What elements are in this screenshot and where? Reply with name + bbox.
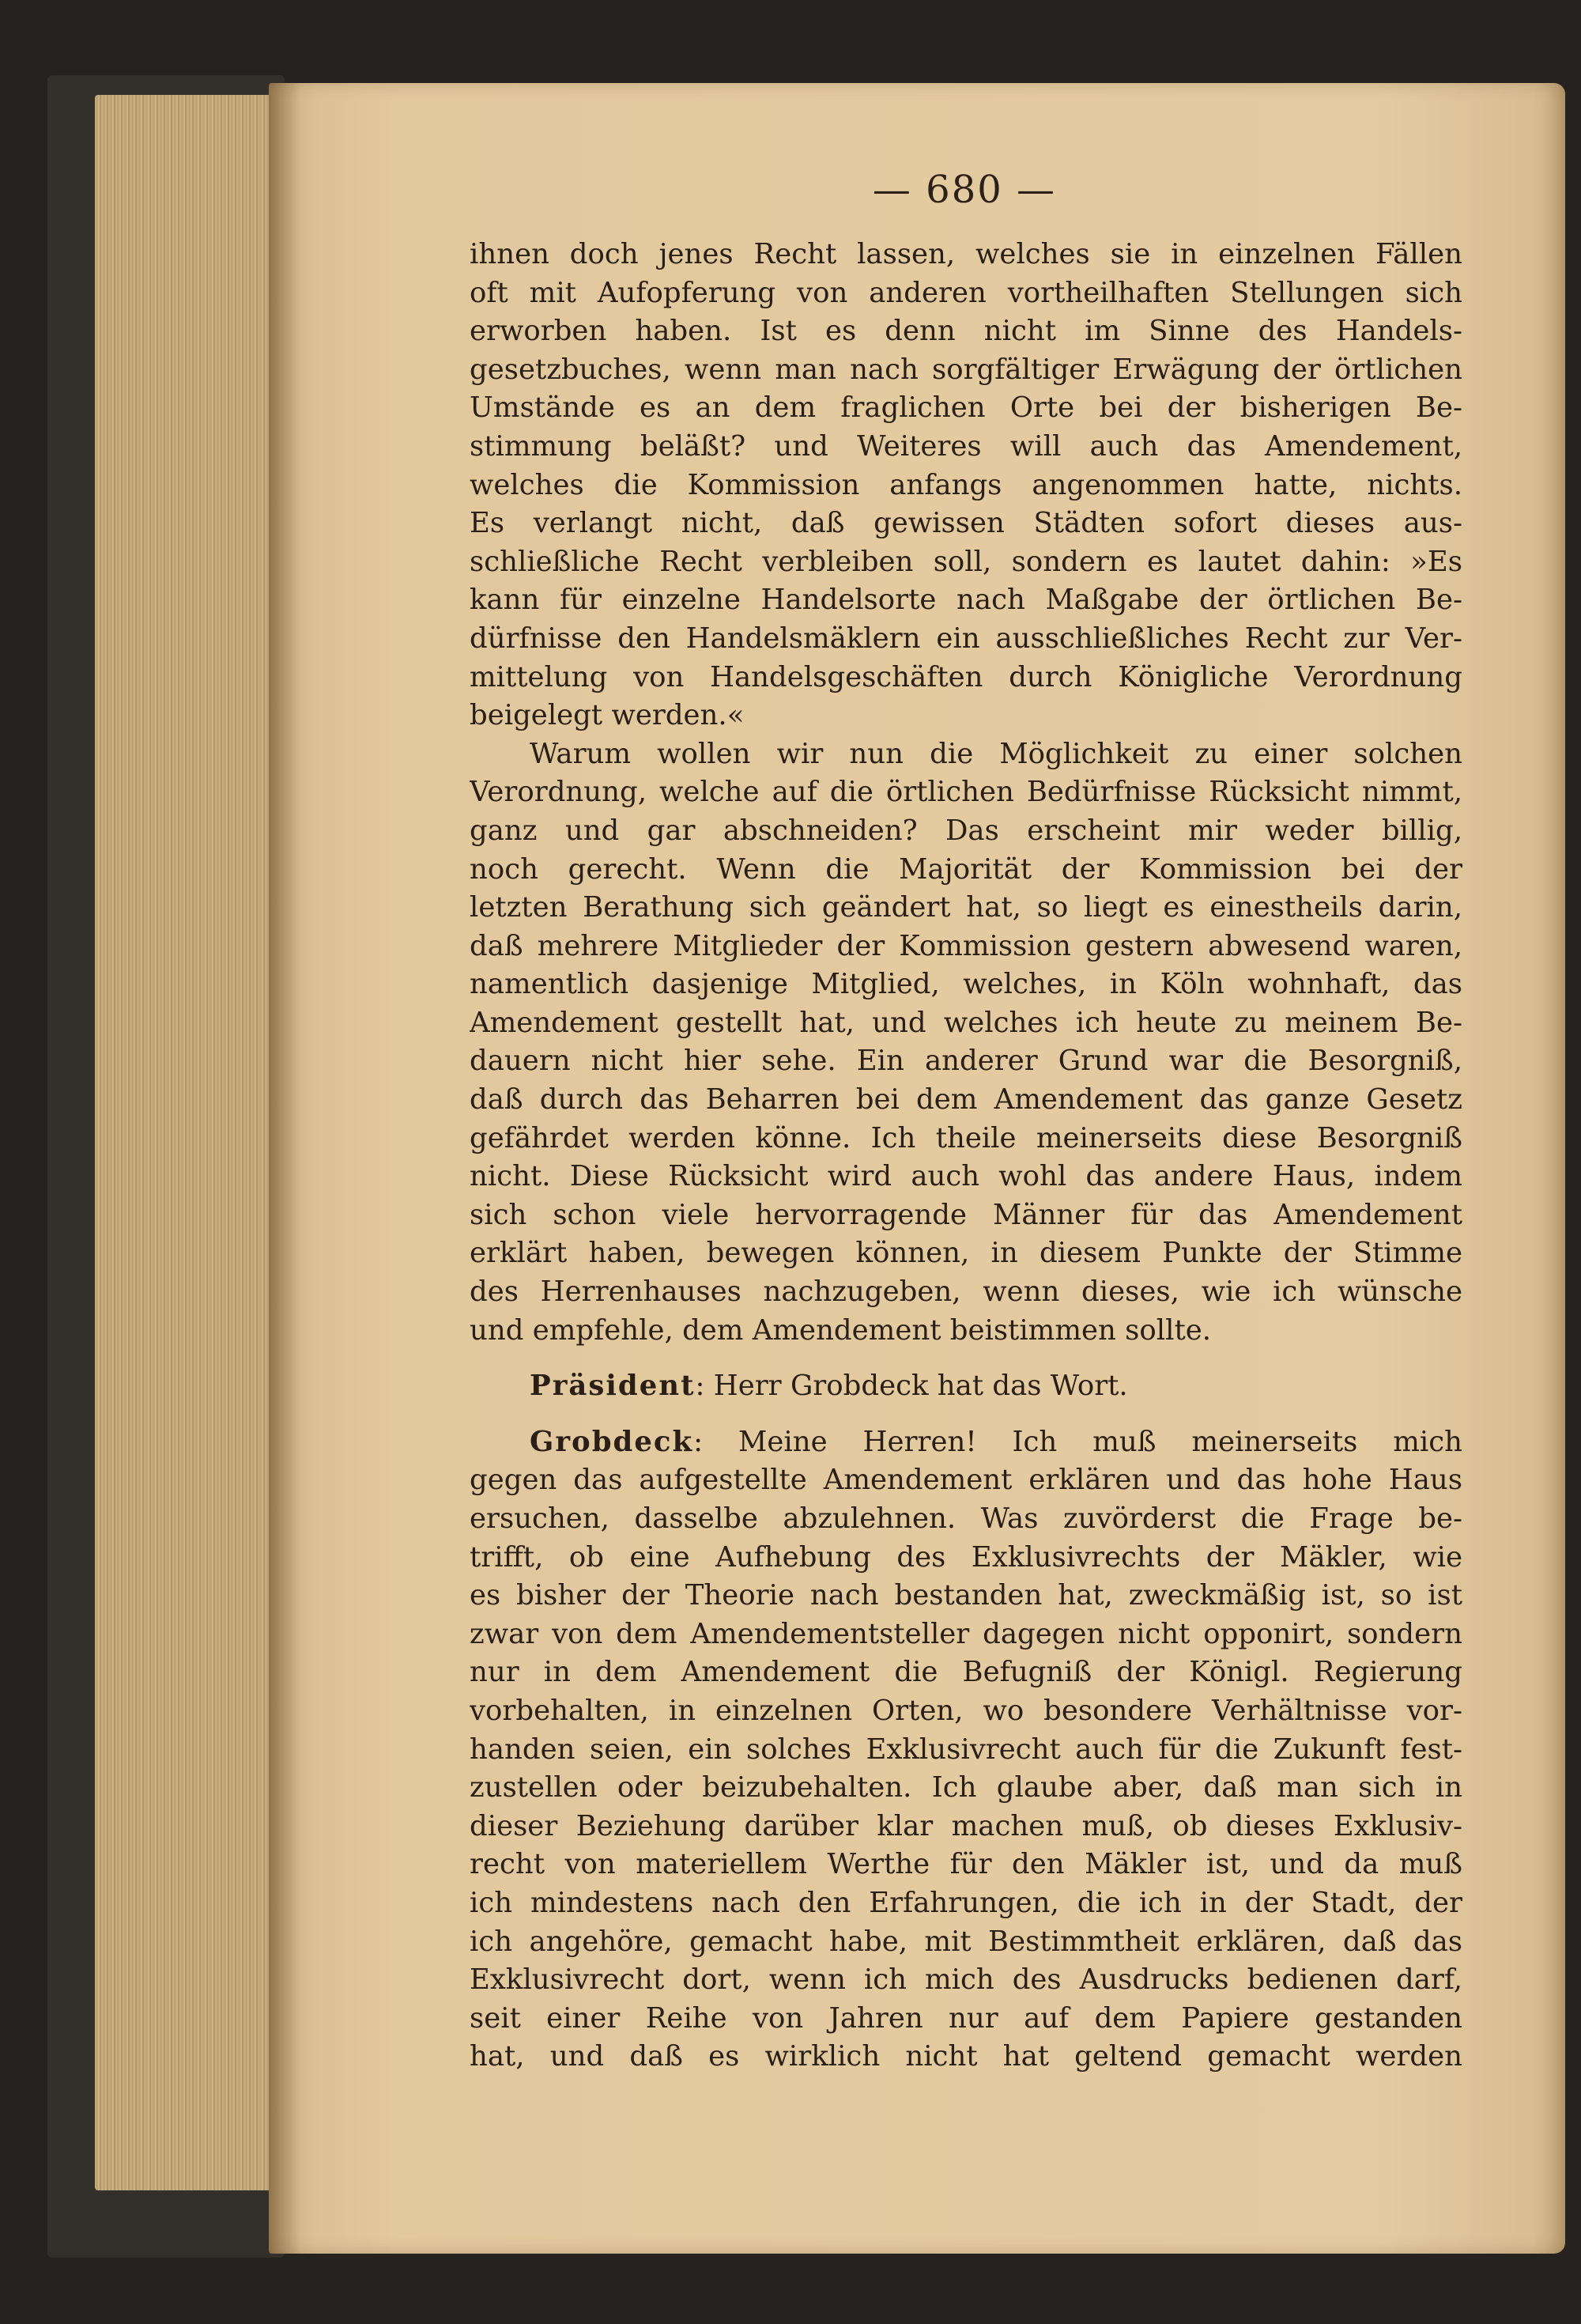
text-line: Präsident: Herr Grobdeck hat das Wort. xyxy=(530,1370,1128,1403)
text-line: noch gerecht. Wenn die Majorität der Kommission bei der xyxy=(470,852,1462,886)
text-line: gegen das aufgestellte Amendement erklären und das hohe Haus xyxy=(470,1464,1462,1497)
text-line: Umstände es an dem fraglichen Orte bei der bisherigen Be- xyxy=(470,391,1462,425)
page-text xyxy=(470,236,1462,2076)
text-line: stimmung beläßt? und Weiteres will auch das Amendement, xyxy=(470,429,1462,463)
text-line: daß durch das Beharren bei dem Amendement das ganze Gesetz xyxy=(470,1083,1462,1117)
text-line: ihnen doch jenes Recht lassen, welches sie in einzelnen Fällen xyxy=(470,238,1462,270)
text-line: es bisher der Theorie nach bestanden hat, zweckmäßig ist, so ist xyxy=(470,1579,1462,1612)
speech-text: Herr Grobdeck hat das Wort. xyxy=(713,1370,1128,1403)
text-line: ganz und gar abschneiden? Das erscheint mir weder billig, xyxy=(470,814,1462,847)
text-line: beigelegt werden.« xyxy=(470,699,745,732)
text-line: zustellen oder beizubehalten. Ich glaube aber, daß man sich in xyxy=(470,1771,1462,1804)
text-line: des Herrenhauses nachzugeben, wenn dieses, wie ich wünsche xyxy=(470,1275,1462,1309)
text-line: ersuchen, dasselbe abzulehnen. Was zuvörderst die Frage be- xyxy=(470,1502,1462,1535)
text-line: sich schon viele hervorragende Männer für das Amendement xyxy=(470,1198,1462,1231)
text-line: oft mit Aufopferung von anderen vortheilhaften Stellungen sich xyxy=(470,276,1462,309)
text-line: nur in dem Amendement die Befugniß der Königl. Regierung xyxy=(470,1656,1462,1689)
text-line: und empfehle, dem Amendement beistimmen sollte. xyxy=(470,1313,1212,1347)
text-line: ich angehöre, gemacht habe, mit Bestimmtheit erklären, daß das xyxy=(470,1925,1462,1958)
page-gutter-shadow xyxy=(269,83,300,2254)
paragraph-4 xyxy=(470,1423,1462,2076)
text-line: Exklusivrecht dort, wenn ich mich des Ausdrucks bedienen darf, xyxy=(470,1963,1462,1997)
text-line: namentlich dasjenige Mitglied, welches, in Köln wohnhaft, das xyxy=(470,968,1462,1001)
text-line: dauern nicht hier sehe. Ein anderer Grund war die Besorgniß, xyxy=(470,1045,1462,1078)
text-line: Verordnung, welche auf die örtlichen Bedürfnisse Rücksicht nimmt, xyxy=(470,776,1462,809)
text-line: zwar von dem Amendementsteller dagegen nicht opponirt, sondern xyxy=(470,1617,1462,1650)
text-line: mittelung von Handelsgeschäften durch Königliche Verordnung xyxy=(470,660,1462,693)
text-line: Grobdeck: Meine Herren! Ich muß meinerseits mich xyxy=(530,1425,1462,1458)
paragraph-1 xyxy=(470,236,1462,735)
speaker-name: Grobdeck xyxy=(530,1425,694,1458)
speaker-name: Präsident xyxy=(530,1370,696,1403)
text-line: erklärt haben, bewegen können, in diesem Punkte der Stimme xyxy=(470,1237,1462,1270)
text-line: vorbehalten, in einzelnen Orten, wo besondere Verhältnisse vor- xyxy=(470,1694,1462,1727)
text-line: schließliche Recht verbleiben soll, sondern es lautet dahin: »Es xyxy=(470,545,1462,578)
text-line: Amendement gestellt hat, und welches ich heute zu meinem Be- xyxy=(470,1006,1462,1039)
text-line: trifft, ob eine Aufhebung des Exklusivrechts der Mäkler, wie xyxy=(470,1540,1462,1574)
paragraph-3 xyxy=(470,1367,1462,1406)
text-line: dürfnisse den Handelsmäklern ein ausschließliches Recht zur Ver- xyxy=(470,622,1462,655)
paragraph-2 xyxy=(470,735,1462,1351)
text-line: gefährdet werden könne. Ich theile meinerseits diese Besorgniß xyxy=(470,1121,1462,1154)
text-line: kann für einzelne Handelsorte nach Maßgabe der örtlichen Be- xyxy=(470,584,1462,617)
spacer xyxy=(470,1406,1462,1423)
text-line: nicht. Diese Rücksicht wird auch wohl das andere Haus, indem xyxy=(470,1160,1462,1193)
spacer xyxy=(470,1350,1462,1367)
page-number: — 680 — xyxy=(872,168,1057,212)
text-line: daß mehrere Mitglieder der Kommission gestern abwesend waren, xyxy=(470,929,1462,962)
text-line: handen seien, ein solches Exklusivrecht auch für die Zukunft fest- xyxy=(470,1733,1462,1766)
text-line: hat, und daß es wirklich nicht hat geltend gemacht werden xyxy=(470,2040,1462,2073)
text-line: recht von materiellem Werthe für den Mäkler ist, und da muß xyxy=(470,1848,1462,1881)
page-edges xyxy=(95,95,285,2190)
text-line: dieser Beziehung darüber klar machen muß, ob dieses Exklusiv- xyxy=(470,1809,1462,1842)
text-line: erworben haben. Ist es denn nicht im Sinne des Handels- xyxy=(470,315,1462,348)
text-line: Es verlangt nicht, daß gewissen Städten sofort dieses aus- xyxy=(470,507,1462,540)
text-line: Warum wollen wir nun die Möglichkeit zu einer solchen xyxy=(530,737,1462,770)
speech-text: Meine Herren! Ich muß meinerseits mich xyxy=(738,1425,1462,1458)
text-line: letzten Berathung sich geändert hat, so liegt es einestheils darin, xyxy=(470,891,1462,924)
text-line: seit einer Reihe von Jahren nur auf dem Papiere gestanden xyxy=(470,2001,1462,2035)
text-line: gesetzbuches, wenn man nach sorgfältiger Erwägung der örtlichen xyxy=(470,353,1462,386)
text-line: ich mindestens nach den Erfahrungen, die ich in der Stadt, der xyxy=(470,1886,1462,1919)
text-line: welches die Kommission anfangs angenommen hatte, nichts. xyxy=(470,468,1462,501)
